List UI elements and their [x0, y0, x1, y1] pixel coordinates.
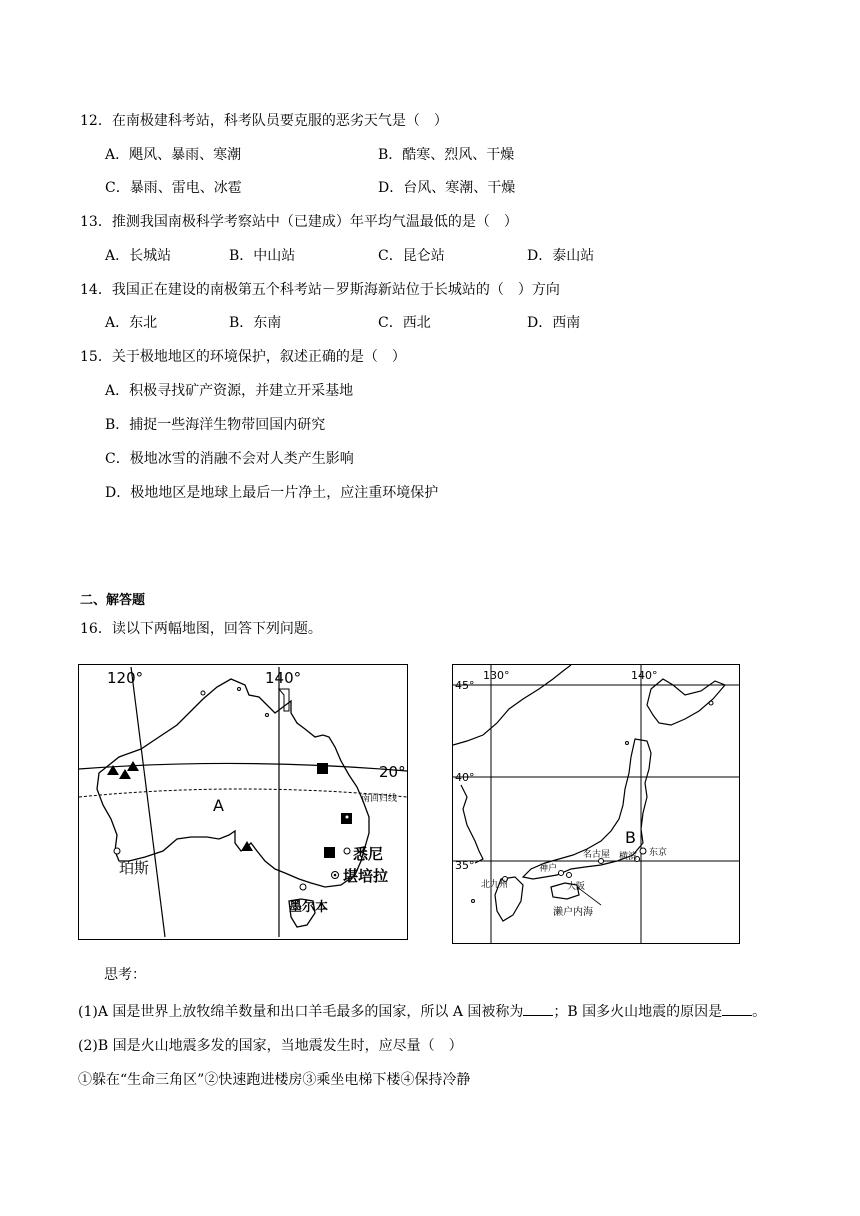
q14-option-d[interactable]: D．西南	[527, 315, 581, 331]
asia-coast	[453, 665, 571, 745]
label-melbourne: 墨尔本	[289, 900, 329, 915]
label-kobe: 神户	[539, 864, 558, 874]
question-16-part-2-choices: ①躲在“生命三角区”②快速跑进楼房③乘坐电梯下楼④保持冷静	[78, 1072, 471, 1088]
answer-blank-1[interactable]	[523, 1001, 553, 1016]
label-yokohama: 横滨	[619, 852, 638, 862]
question-16-stem: 16．读以下两幅地图，回答下列问题。	[80, 621, 322, 637]
q15-option-b[interactable]: B．捕捉一些海洋生物带回国内研究	[105, 417, 326, 433]
melbourne-marker	[300, 884, 306, 890]
korea-coast	[461, 785, 483, 863]
question-14-stem: 14．我国正在建设的南极第五个科考站－罗斯海新站位于长城站的（ ）方向	[80, 282, 560, 298]
q15-option-c[interactable]: C．极地冰雪的消融不会对人类产生影响	[105, 451, 354, 467]
part-1-text-a: (1)A 国是世界上放牧绵羊数量和出口羊毛最多的国家，所以 A 国被称为	[78, 1004, 524, 1020]
map-australia	[78, 664, 408, 940]
label-lat-35: 35°	[455, 859, 475, 872]
q15-option-a[interactable]: A．积极寻找矿产资源，并建立开采基地	[105, 383, 354, 399]
question-15-stem: 15．关于极地地区的环境保护，叙述正确的是（ ）	[80, 349, 406, 365]
label-lat-45: 45°	[455, 679, 475, 692]
question-16-part-1	[78, 1001, 766, 1022]
sydney-marker	[344, 848, 350, 854]
q13-option-b[interactable]: B．中山站	[229, 248, 296, 264]
q13-option-d[interactable]: D．泰山站	[527, 248, 595, 264]
part-1-text-c: 。	[752, 1004, 767, 1020]
map-japan	[452, 664, 740, 944]
label-canberra: 堪培拉	[343, 867, 389, 885]
q12-option-d[interactable]: D．台风、寒潮、干燥	[378, 180, 516, 196]
meridian-120	[131, 667, 165, 937]
osaka-marker	[567, 873, 572, 878]
label-osaka: 大阪	[567, 882, 586, 892]
answer-blank-2[interactable]	[722, 1001, 752, 1016]
think-label: 思考：	[104, 967, 146, 983]
q12-option-a[interactable]: A．飓风、暴雨、寒潮	[105, 147, 242, 163]
label-tokyo: 东京	[649, 848, 668, 858]
label-lon-120: 120°	[107, 669, 144, 687]
hokkaido-outline	[647, 679, 725, 725]
map-australia-svg	[79, 665, 407, 939]
tokyo-marker	[640, 848, 646, 854]
square-mineral-3	[324, 847, 335, 858]
label-country-a: A	[213, 796, 224, 815]
label-lon-140: 140°	[265, 669, 302, 687]
label-seto: 濑户内海	[553, 907, 593, 918]
q13-option-a[interactable]: A．长城站	[105, 248, 172, 264]
question-13-stem: 13．推测我国南极科学考察站中（已建成）年平均气温最低的是（ ）	[80, 214, 518, 230]
q14-option-a[interactable]: A．东北	[105, 315, 158, 331]
q12-option-b[interactable]: B．酷寒、烈风、干燥	[378, 147, 515, 163]
part-1-text-b: ；B 国多火山地震的原因是	[553, 1004, 723, 1020]
label-kitakyushu: 北九州	[481, 880, 509, 890]
label-nagoya: 名古屋	[583, 850, 611, 860]
label-country-b: B	[625, 828, 636, 847]
label-sydney: 悉尼	[353, 845, 384, 863]
label-lat-40: 40°	[455, 771, 475, 784]
square-mineral-1	[317, 763, 328, 774]
label-lon-130: 130°	[483, 669, 510, 682]
question-12-stem: 12．在南极建科考站，科考队员要克服的恶劣天气是（ ）	[80, 113, 448, 129]
q12-option-c[interactable]: C．暴雨、雷电、冰雹	[105, 180, 242, 196]
kobe-marker	[559, 871, 564, 876]
section-heading: 二、解答题	[80, 593, 146, 608]
map-japan-svg	[453, 665, 739, 943]
perth-marker	[114, 848, 120, 854]
q15-option-d[interactable]: D．极地地区是地球上最后一片净土，应注重环境保护	[105, 485, 439, 501]
q13-option-c[interactable]: C．昆仑站	[378, 248, 445, 264]
label-tropic: 南回归线	[361, 794, 398, 804]
q14-option-b[interactable]: B．东南	[229, 315, 282, 331]
label-perth: 珀斯	[119, 859, 150, 877]
label-lon-140: 140°	[631, 669, 658, 682]
north-arrow-icon	[279, 689, 289, 711]
question-16-part-2: (2)B 国是火山地震多发的国家，当地震发生时，应尽量（ ）	[78, 1038, 463, 1054]
q14-option-c[interactable]: C．西北	[378, 315, 431, 331]
label-lat-20: 20°	[379, 763, 406, 781]
